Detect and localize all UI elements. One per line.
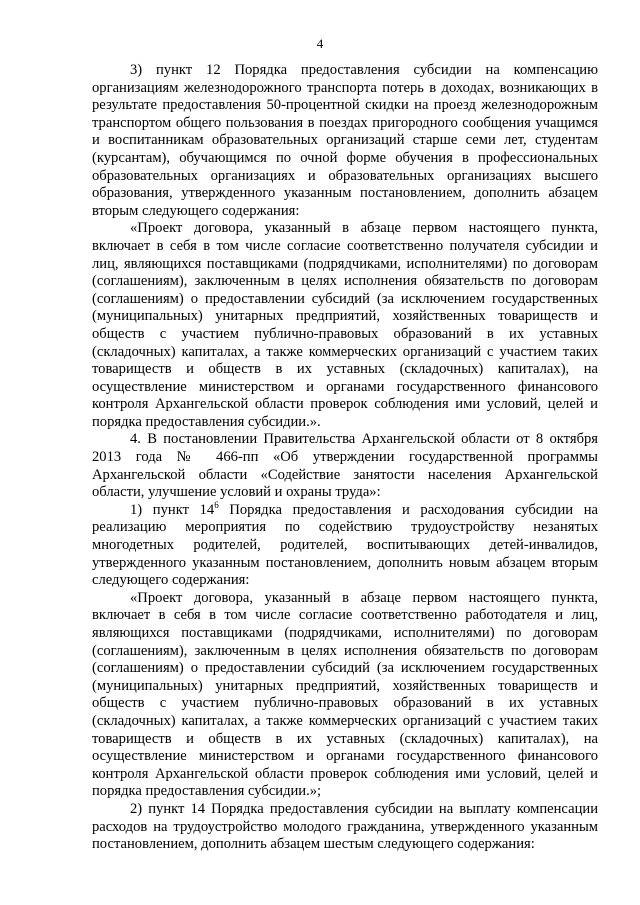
superscript-6: 6 bbox=[214, 499, 219, 510]
paragraph-item-1-rest: Порядка предоставления и расходования субсидии на реализацию мероприятия по содействию трудоустройству незанятых многодетных родителей, родителей, воспитывающих детей-инвалидов, утвержденного указанным постановлением, дополнить новым абзацем вторым следующего содержания: bbox=[92, 501, 598, 589]
paragraph-contract-clause-2: «Проект договора, указанный в абзаце первом настоящего пункта, включает в себя в том числе согласие соответственно работодателя и лиц, являющихся поставщиками (подрядчиками, исполнителями) по договорам (соглашениям), заключенным в целях исполнения обязательств по договорам (соглашениям) о предоставлении субсидий (за исключением государственных (муниципальных) унитарных предприятий, хозяйственных товариществ и обществ с участием публично-правовых образований в их уставных (складочных) капиталах, а также коммерческих организаций с участием таких товариществ и обществ в их уставных (складочных) капиталах), на осуществление министерством и органами государственного финансового контроля Архангельской области проверок соблюдения ими условий, целей и порядка предоставления субсидии.»; bbox=[92, 589, 598, 800]
paragraph-item-1-lead: 1) пункт 14 bbox=[130, 501, 215, 518]
paragraph-contract-clause-1: «Проект договора, указанный в абзаце первом настоящего пункта, включает в себя в том числе согласие соответственно получателя субсидии и лиц, являющихся поставщиками (подрядчиками, исполнителями) по договорам (соглашениям), заключенным в целях исполнения обязательств по договорам (соглашениям) о предоставлении субсидий (за исключением государственных (муниципальных) унитарных предприятий, хозяйственных товариществ и обществ с участием публично-правовых образований в их уставных (складочных) капиталах, а также коммерческих организаций с участием таких товариществ и обществ в их уставных (складочных) капиталах), на осуществление министерством и органами государственного финансового контроля Архангельской области проверок соблюдения ими условий, целей и порядка предоставления субсидии.». bbox=[92, 220, 598, 430]
paragraph-section-4: 4. В постановлении Правительства Архангельской области от 8 октября 2013 года № 466-пп «Об утверждении государственной программы Архангельской области «Содействие занятости населения Архангельской области, улучшение условий и охраны труда»: bbox=[92, 431, 598, 501]
page-number: 4 bbox=[316, 36, 324, 51]
paragraph-item-2-point-14: 2) пункт 14 Порядка предоставления субсидии на выплату компенсации расходов на трудоустройство молодого гражданина, утвержденного указанным постановлением, дополнить абзацем шестым следующего содержания: bbox=[92, 800, 598, 853]
document-body bbox=[92, 62, 598, 854]
paragraph-item-3-point-12: 3) пункт 12 Порядка предоставления субсидии на компенсацию организациям железнодорожного транспорта потерь в доходах, возникающих в результате предоставления 50-процентной скидки на проезд железнодорожным транспортом общего пользования в поездах пригородного сообщения учащимся и воспитанникам образовательных организаций старше семи лет, студентам (курсантам), обучающимся по очной форме обучения в профессиональных образовательных организациях и образовательных организациях высшего образования, утвержденного указанным постановлением, дополнить абзацем вторым следующего содержания: bbox=[92, 62, 598, 219]
paragraph-item-1-point-14-6 bbox=[92, 499, 598, 590]
